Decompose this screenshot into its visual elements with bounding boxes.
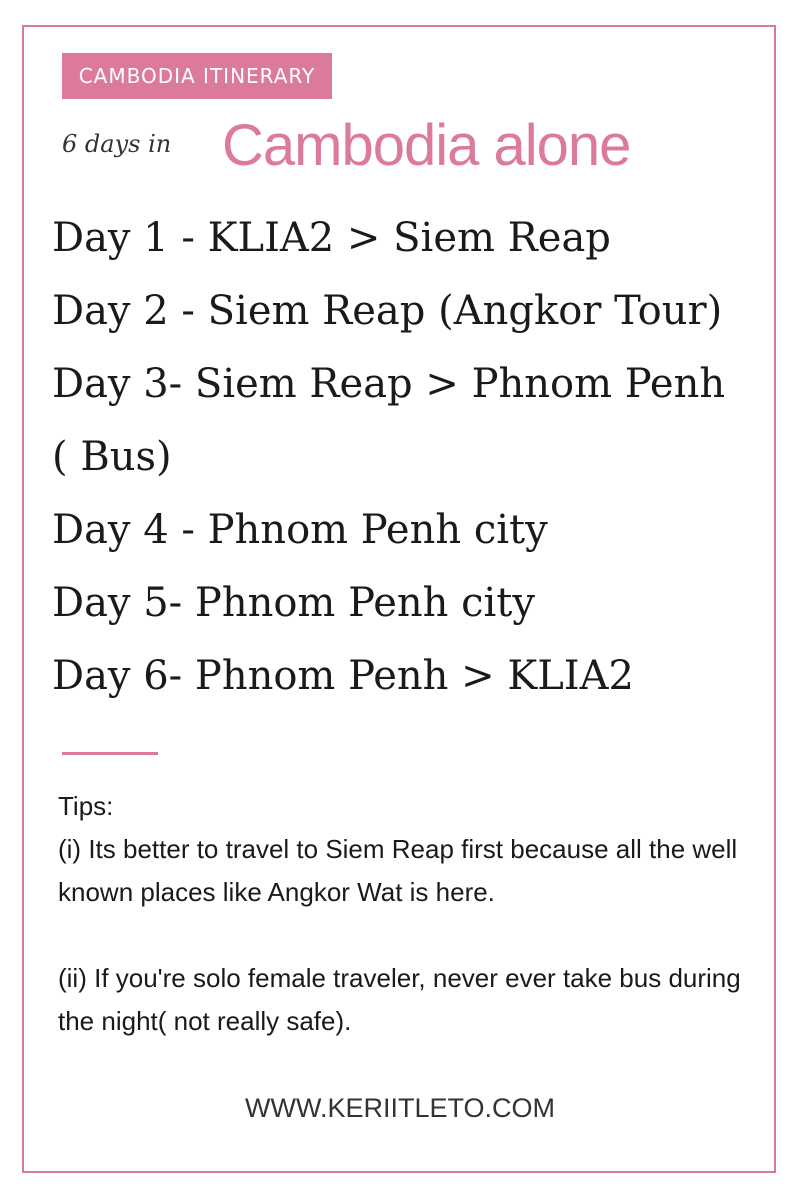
- divider: [62, 752, 158, 755]
- itinerary-day-4: Day 4 - Phnom Penh city: [52, 507, 548, 553]
- itinerary-day-1: Day 1 - KLIA2 > Siem Reap: [52, 215, 611, 261]
- tips-spacer: [58, 914, 748, 957]
- itinerary-day-3-continued: ( Bus): [52, 434, 172, 480]
- itinerary-day-6: Day 6- Phnom Penh > KLIA2: [52, 653, 634, 699]
- itinerary-day-5: Day 5- Phnom Penh city: [52, 580, 535, 626]
- tips-section: [58, 785, 748, 1043]
- category-badge: CAMBODIA ITINERARY: [62, 53, 332, 99]
- website-url: WWW.KERIITLETO.COM: [245, 1093, 555, 1123]
- tips-heading: Tips:: [58, 791, 114, 821]
- page-title: Cambodia alone: [222, 113, 631, 178]
- itinerary-list: [52, 202, 725, 713]
- itinerary-day-3: Day 3- Siem Reap > Phnom Penh: [52, 361, 726, 407]
- itinerary-day-2: Day 2 - Siem Reap (Angkor Tour): [52, 288, 723, 334]
- tip-2: (ii) If you're solo female traveler, never ever take bus during the night( not really safe).: [58, 963, 741, 1036]
- subtitle: 6 days in: [62, 130, 172, 158]
- tip-1: (i) Its better to travel to Siem Reap first because all the well known places like Angkor Wat is here.: [58, 834, 738, 907]
